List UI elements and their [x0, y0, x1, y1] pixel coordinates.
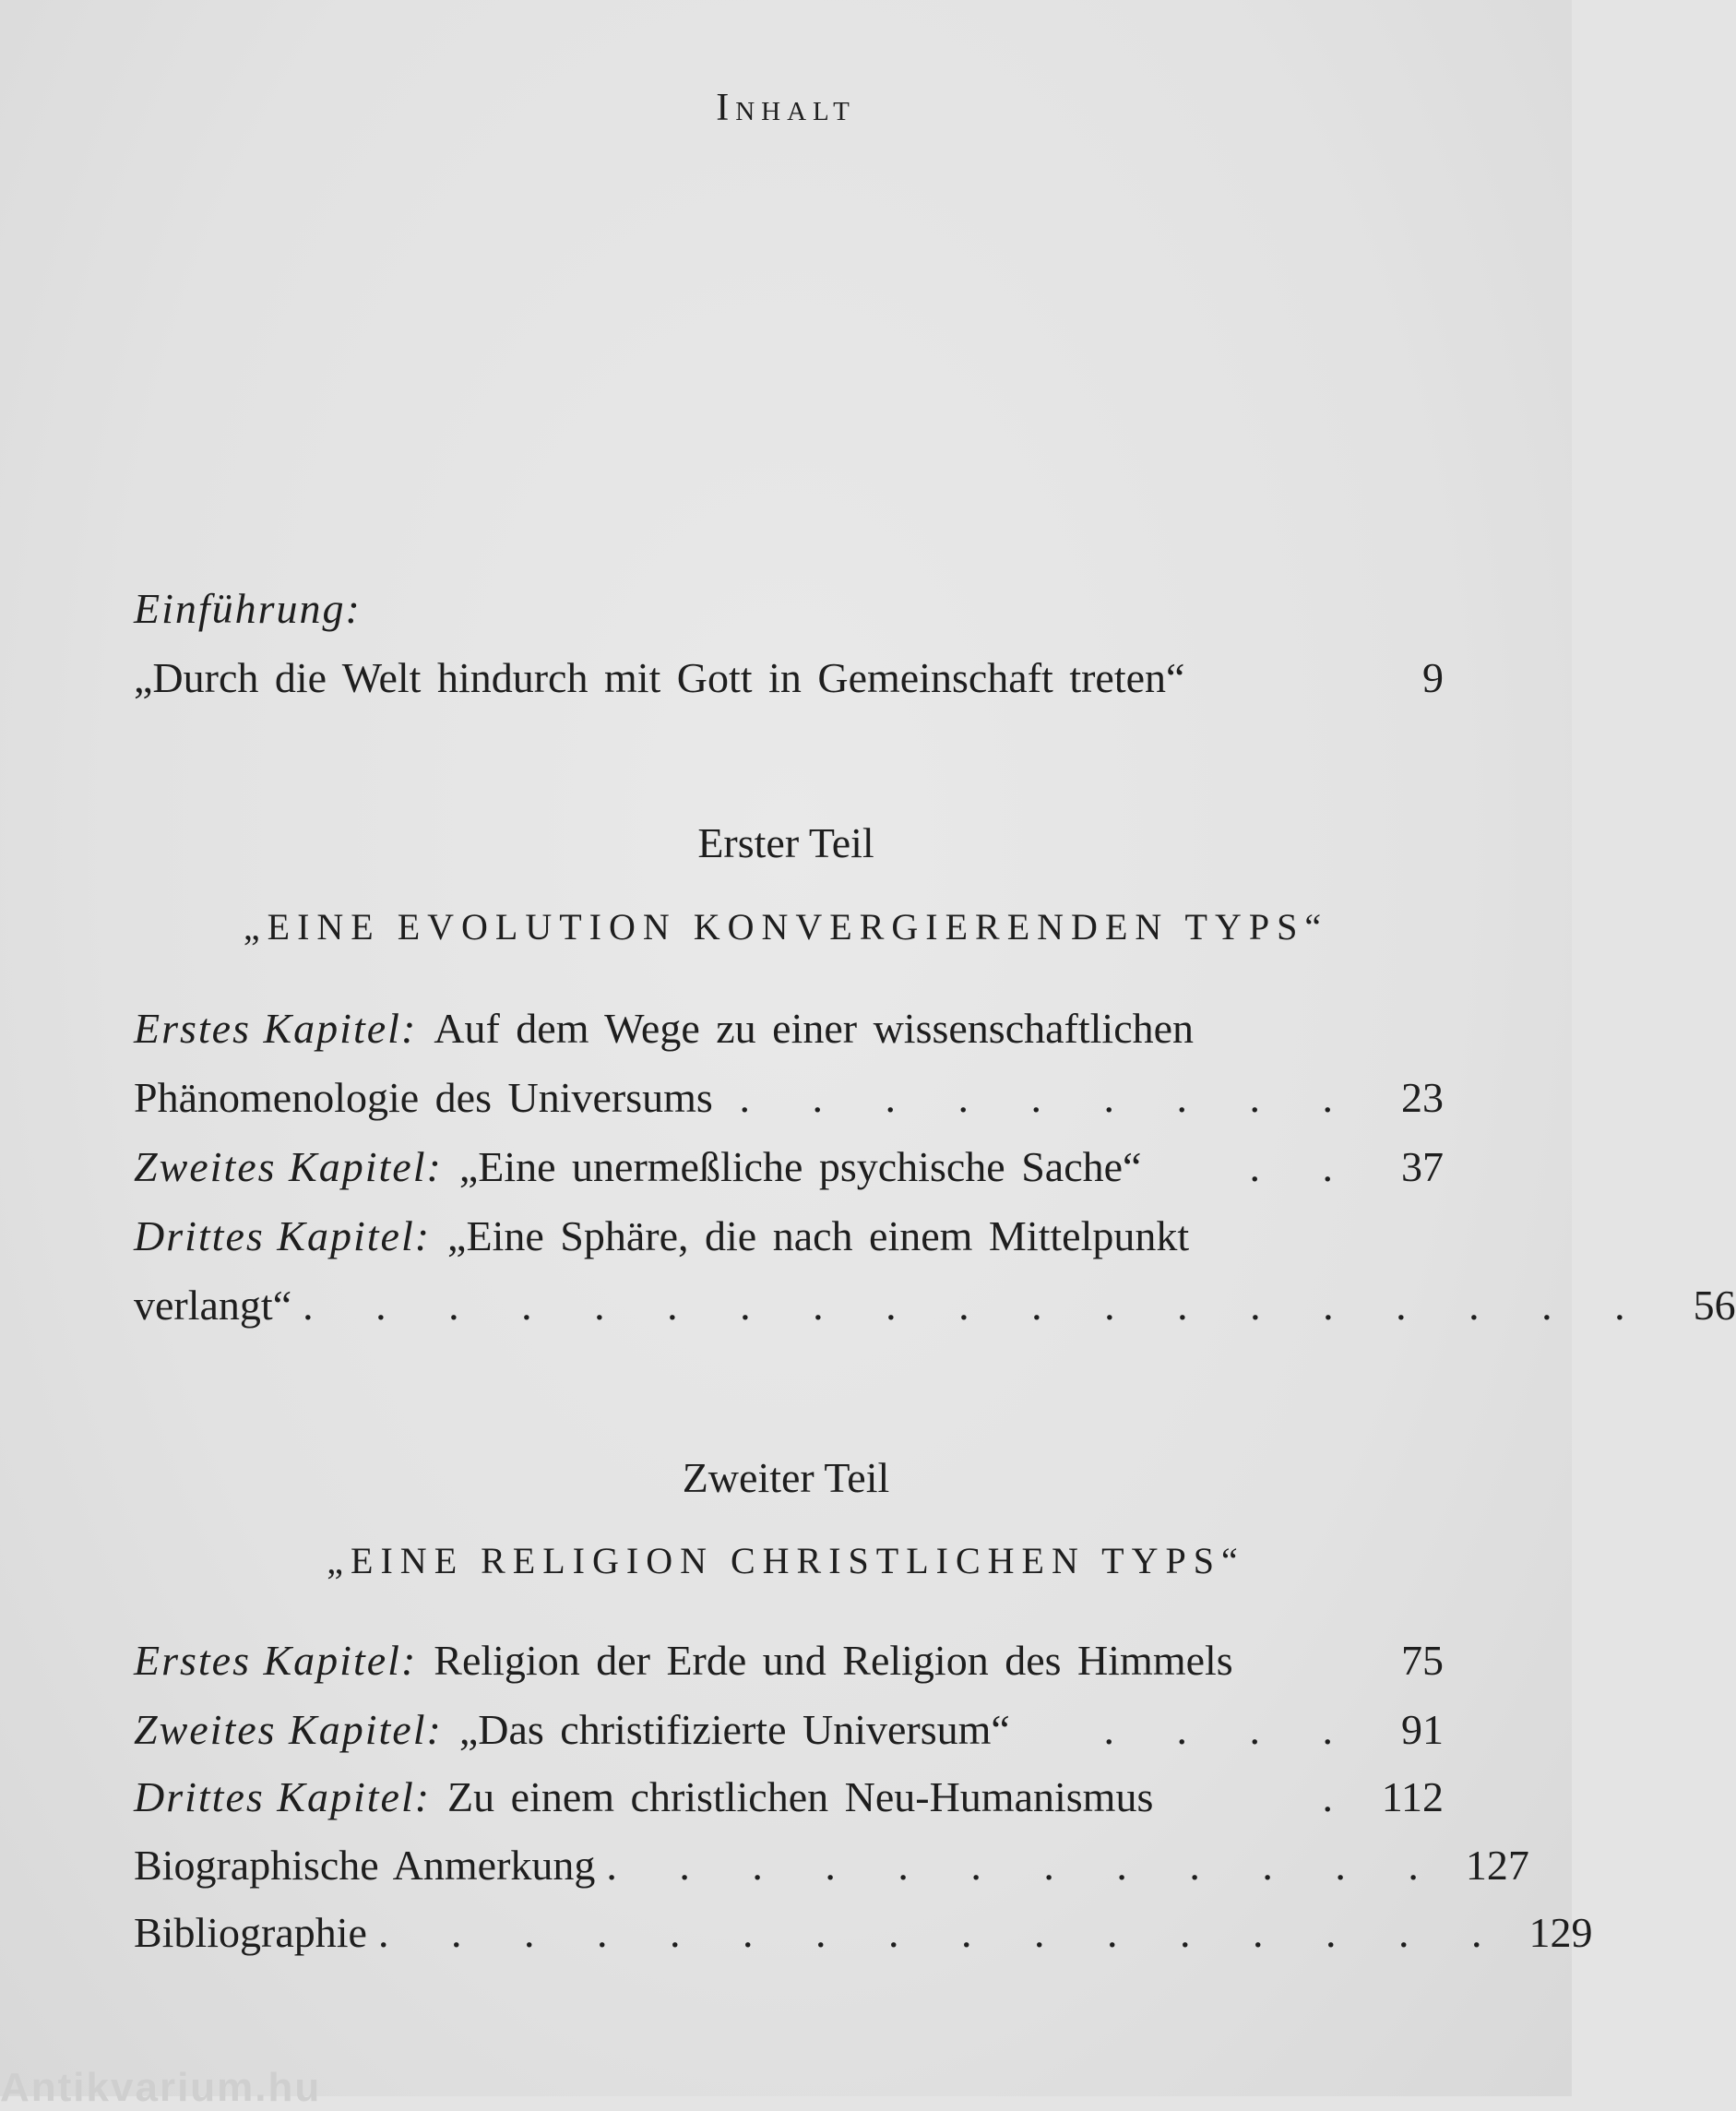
dot-leader: . . . . . . . . . . . . . . . .: [377, 1909, 1508, 1956]
entry-page-number: 37: [1401, 1143, 1444, 1190]
part2-title: Zweiter Teil: [682, 1454, 890, 1501]
entry-text: Zu einem christlichen Neu-Humanismus: [447, 1773, 1154, 1820]
entry-page-number: 91: [1401, 1706, 1444, 1753]
entry-text: „Eine Sphäre, die nach einem Mittelpunkt: [447, 1212, 1190, 1259]
toc-entry: [134, 1070, 1444, 1126]
dot-leader: . .: [1249, 1143, 1359, 1190]
toc-entry: [134, 1139, 1444, 1195]
toc-entry-intro: [134, 650, 1444, 706]
entry-text: „Eine unermeßliche psychische Sache“: [458, 1143, 1142, 1190]
toc-entry: [134, 1209, 1444, 1264]
entry-text: verlangt“: [134, 1282, 292, 1329]
entry-text: Religion der Erde und Religion des Himmels: [434, 1637, 1233, 1684]
page-heading: Inhalt: [716, 87, 856, 129]
dot-leader: . . . . . . . . . . . . . . . . . . .: [303, 1282, 1651, 1329]
chapter-label: Zweites Kapitel:: [134, 1143, 443, 1190]
entry-text: Biographische Anmerkung: [134, 1842, 596, 1889]
part1-subtitle: „EINE EVOLUTION KONVERGIERENDEN TYPS“: [243, 906, 1329, 948]
entry-text: „Durch die Welt hindurch mit Gott in Gemeinschaft treten“: [134, 654, 1185, 701]
entry-text: „Das christifizierte Universum“: [458, 1706, 1010, 1753]
entry-page-number: 129: [1528, 1909, 1593, 1956]
chapter-label: Drittes Kapitel:: [134, 1212, 432, 1259]
part2-subtitle: „EINE RELIGION CHRISTLICHEN TYPS“: [327, 1540, 1245, 1581]
chapter-label: Drittes Kapitel:: [134, 1773, 432, 1820]
dot-leader: . . . . . . . . .: [739, 1074, 1359, 1121]
entry-text: Bibliographie: [134, 1909, 367, 1956]
toc-entry: [134, 1278, 1736, 1333]
toc-entry: [134, 1770, 1444, 1825]
entry-page-number: 23: [1401, 1074, 1444, 1121]
chapter-label: Zweites Kapitel:: [134, 1706, 443, 1753]
entry-page-number: 112: [1381, 1773, 1444, 1820]
part1-title: Erster Teil: [697, 819, 874, 866]
dot-leader: .: [1322, 1773, 1359, 1820]
chapter-label: Erstes Kapitel:: [134, 1637, 418, 1684]
toc-entry: [134, 1838, 1529, 1893]
chapter-label: Erstes Kapitel:: [134, 1005, 418, 1052]
watermark: Antikvarium.hu: [0, 2065, 322, 2110]
intro-label-line: [134, 581, 1444, 637]
entry-page-number: 56: [1693, 1282, 1736, 1329]
intro-label: Einführung:: [134, 585, 362, 632]
entry-page-number: 9: [1422, 654, 1444, 701]
entry-text: Phänomenologie des Universums: [134, 1074, 713, 1121]
toc-entry: [134, 1001, 1444, 1056]
toc-entry: [134, 1702, 1444, 1758]
toc-entry: [134, 1905, 1593, 1961]
dot-leader: . . . .: [1103, 1706, 1359, 1753]
dot-leader: . . . . . . . . . . . .: [606, 1842, 1445, 1889]
toc-entry: [134, 1633, 1444, 1688]
entry-page-number: 75: [1401, 1637, 1444, 1684]
entry-page-number: 127: [1465, 1842, 1529, 1889]
entry-text: Auf dem Wege zu einer wissenschaftlichen: [434, 1005, 1195, 1052]
